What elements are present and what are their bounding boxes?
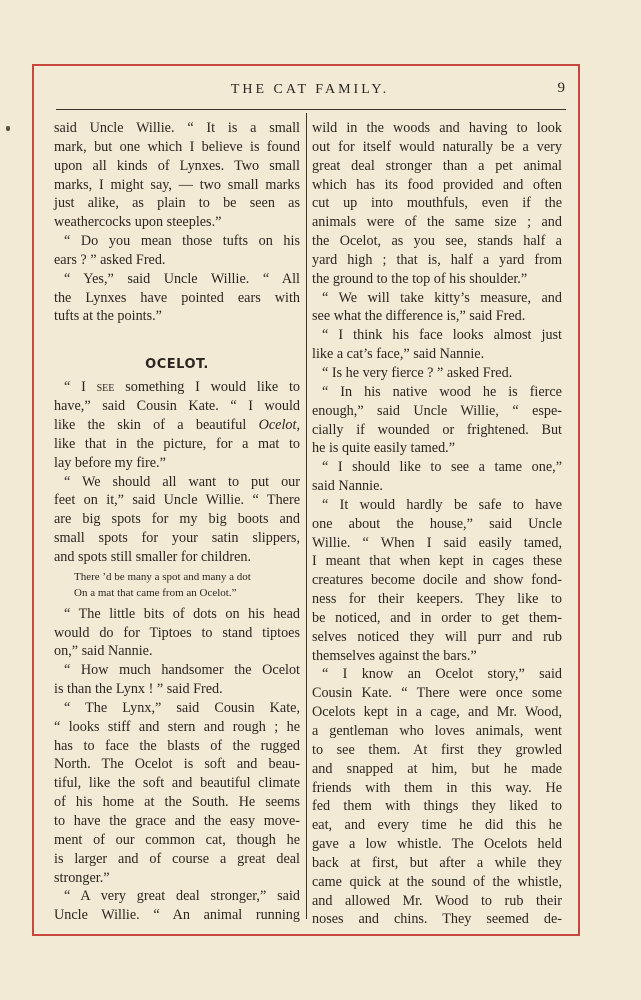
text-line: said Nannie. [312,478,383,495]
text-line: the ground to the top of his shoulder.” [312,270,528,287]
text-line: ness for their keepers. They like to [312,591,562,608]
verse-quote [54,569,300,601]
text-line: the Lynxes have pointed ears with [54,289,300,306]
text-line: which has its food provided and often [312,176,562,193]
text-line: like that in the picture, for a mat to [54,435,300,452]
text-line: would do for Tiptoes to stand tiptoes [54,624,300,641]
text-line: upon all kinds of Lynxes. Two small [54,157,300,174]
text-line: creatures become docile and show fond- [312,572,562,589]
text-line: see what the difference is,” said Fred. [312,308,526,325]
text-line: friends with them in this way. He [312,779,562,796]
text-line: to have the grace and the easy move- [54,813,300,829]
page-number: 9 [557,80,565,96]
text-line: mark, but one which I believe is found [54,138,300,155]
text-line: “ In his native wood he is fierce [322,383,562,400]
text-line: gave a low whistle. The Ocelots held [312,836,562,853]
text-line: “ looks stiff and stern and rough ; he [54,718,300,735]
text-line: “ The Lynx,” said Cousin Kate, [64,699,300,716]
text-line: be noticed, and in order to get them- [312,609,562,626]
text-line: enough,” said Uncle Willie, “ espe- [312,402,562,419]
text-line: have,” said Cousin Kate. “ I would [54,398,300,415]
text-line: to see them. At first they growled [312,741,562,758]
text-line: I meant that when kept in cages these [312,553,562,570]
text-span: “ I [64,379,86,396]
text-line: “ The little bits of dots on his head [64,605,300,622]
text-line [54,416,300,435]
text-line: selves noticed they will purr and rub [312,628,562,645]
text-line: has to face the blasts of the rugged [54,737,300,754]
text-line: wild in the woods and having to look [312,120,562,136]
margin-mark [6,126,10,131]
section-heading: OCELOT. [145,357,209,373]
text-line: noses and chins. They seemed de- [312,911,562,928]
text-line: on,” said Nannie. [54,643,153,660]
text-line: Willie. “ When I said easily tamed, [312,534,562,551]
text-line: “ Is he very fierce ? ” asked Fred. [322,364,513,381]
text-line: Ocelots kept in a cage, and Mr. Wood, [312,704,562,721]
text-line: just alike, as plain to be seen as [54,195,300,212]
text-line: cially if wounded or frightened. But [312,421,562,438]
text-line: small spots for your satin slippers, [54,530,300,547]
text-line: “ A very great deal stronger,” said [64,888,300,905]
text-span: like the skin of a beautiful [54,416,247,433]
text-line: “ How much handsomer the Ocelot [64,662,300,679]
text-line: “ Do you mean those tufts on his [64,233,300,250]
text-line: of his home at the South. He seems [54,794,300,811]
text-line: stronger.” [54,869,110,886]
text-span: something I would like to [125,379,300,396]
running-header [55,78,565,104]
text-line: like a cat’s face,” said Nannie. [312,346,485,363]
right-column [312,119,562,929]
page-title: THE CAT FAMILY. [230,82,390,97]
text-line: and allowed Mr. Wood to rub their [312,892,562,909]
text-line: “ Yes,” said Uncle Willie. “ All [64,270,300,287]
text-line: “ We will take kitty’s measure, and [322,289,562,306]
text-line: ment of our common cat, though he [54,831,300,848]
text-line: weathercocks upon steeples.” [54,214,222,231]
text-line: the Ocelot, as you see, stands half a [312,233,562,250]
text-line: marks, I might say, — two small marks [54,176,300,193]
left-column [54,119,300,925]
text-line: animals were of the same size ; and [312,214,562,231]
text-line: themselves against the bars.” [312,647,477,664]
text-line: one about the house,” said Uncle [312,515,562,532]
text-line: is larger and of course a great deal [54,850,300,867]
text-line: is than the Lynx ! ” said Fred. [54,681,223,698]
text-line: “ It would hardly be safe to have [322,496,562,513]
text-line: back at first, but after a while they [312,854,562,871]
text-line: out for itself would naturally be a very [312,138,562,155]
text-line: “ I should like to see a tame one,” [322,459,562,476]
text-line: and spots still smaller for children. [54,548,252,565]
text-line: lay before my fire.” [54,454,166,471]
text-line: tufts at the points.” [54,308,162,325]
text-line: great deal stronger than a pet animal [312,157,562,174]
text-line: and snapped at him, but he made [312,760,562,777]
italic-word: Ocelot, [258,416,300,433]
text-line: feet on it,” said Uncle Willie. “ There [54,492,300,509]
text-line: came quick at the sound of the whistle, [312,873,562,890]
verse-line: On a mat that came from an Ocelot.” [74,586,237,599]
text-line: “ I think his face looks almost just [322,327,562,344]
text-line [54,378,300,397]
column-divider [306,113,307,919]
small-caps-word: see [96,379,115,396]
text-line: he is quite easily tamed.” [312,440,456,457]
text-line: cut up into mouthfuls, even if the [312,195,562,212]
text-line: yard high ; that is, half a yard from [312,251,562,268]
text-line: said Uncle Willie. “ It is a small [54,120,300,136]
text-line: “ We should all want to put our [64,473,300,490]
text-line: “ I know an Ocelot story,” said [322,666,562,683]
text-line: ears ? ” asked Fred. [54,251,166,268]
text-line: are big spots for my big boots and [54,511,300,528]
text-line: fed them with things they liked to [312,798,562,815]
text-line: Cousin Kate. “ There were once some [312,685,562,702]
text-line: North. The Ocelot is soft and beau- [54,756,300,773]
section-gap [54,326,300,354]
verse-line: There ’d be many a spot and many a dot [74,570,251,583]
text-line: Uncle Willie. “ An animal running [54,907,300,924]
text-line: eat, and every time he did this he [312,817,562,834]
header-rule [56,109,566,110]
text-line: a gentleman who loves animals, went [312,723,562,739]
text-line: tiful, like the soft and beautiful climate [54,775,300,792]
